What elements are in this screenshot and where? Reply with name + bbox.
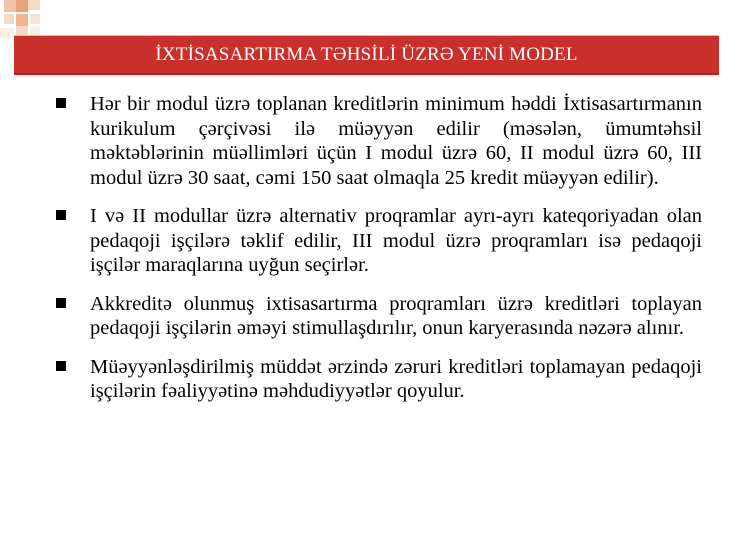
square-bullet-icon bbox=[56, 298, 66, 308]
bullet-list bbox=[56, 92, 702, 418]
decor-square bbox=[30, 14, 40, 24]
decor-square bbox=[16, 14, 28, 26]
decor-square bbox=[4, 0, 16, 12]
bullet-item bbox=[56, 292, 702, 341]
bullet-item bbox=[56, 92, 702, 190]
bullet-item bbox=[56, 355, 702, 404]
decor-square bbox=[0, 28, 14, 38]
decor-square bbox=[4, 14, 14, 24]
square-bullet-icon bbox=[56, 361, 66, 371]
square-bullet-icon bbox=[56, 210, 66, 220]
bullet-text: Müəyyənləşdirilmiş müddət ərzində zəruri kreditləri toplamayan pedaqoji işçilərin fəaliyyətinə məhdudiyyətlər qoyulur. bbox=[90, 355, 702, 402]
bullet-text: I və II modullar üzrə alternativ proqramlar ayrı-ayrı kateqoriyadan olan pedaqoji işçilərə təklif edilir, III modul üzrə proqramları isə pedaqoji işçilər maraqlarına uyğun seçirlər. bbox=[90, 205, 702, 276]
bullet-text: Hər bir modul üzrə toplanan kreditlərin minimum həddi İxtisasartırmanın kurikulum çərçivəsi ilə müəyyən edilir (məsələn, ümumtəhsil məktəblərinin müəllimləri üçün I modul üzrə 60, II modul üzrə 60, III modul üzrə 30 saat, cəmi 150 saat olmaqla 25 kredit müəyyən edilir). bbox=[90, 93, 702, 189]
bullet-text: Akkreditə olunmuş ixtisasartırma proqramları üzrə kreditləri toplayan pedaqoji işçilərin əməyi stimullaşdırılır, onun karyerasında nəzərə alınır. bbox=[90, 292, 702, 339]
title-banner bbox=[14, 36, 719, 75]
decor-square bbox=[28, 0, 40, 10]
slide-title: İXTİSASARTIRMA TƏHSİLİ ÜZRƏ YENİ MODEL bbox=[155, 44, 578, 65]
decor-square bbox=[16, 0, 28, 12]
square-bullet-icon bbox=[56, 98, 66, 108]
bullet-item bbox=[56, 204, 702, 278]
